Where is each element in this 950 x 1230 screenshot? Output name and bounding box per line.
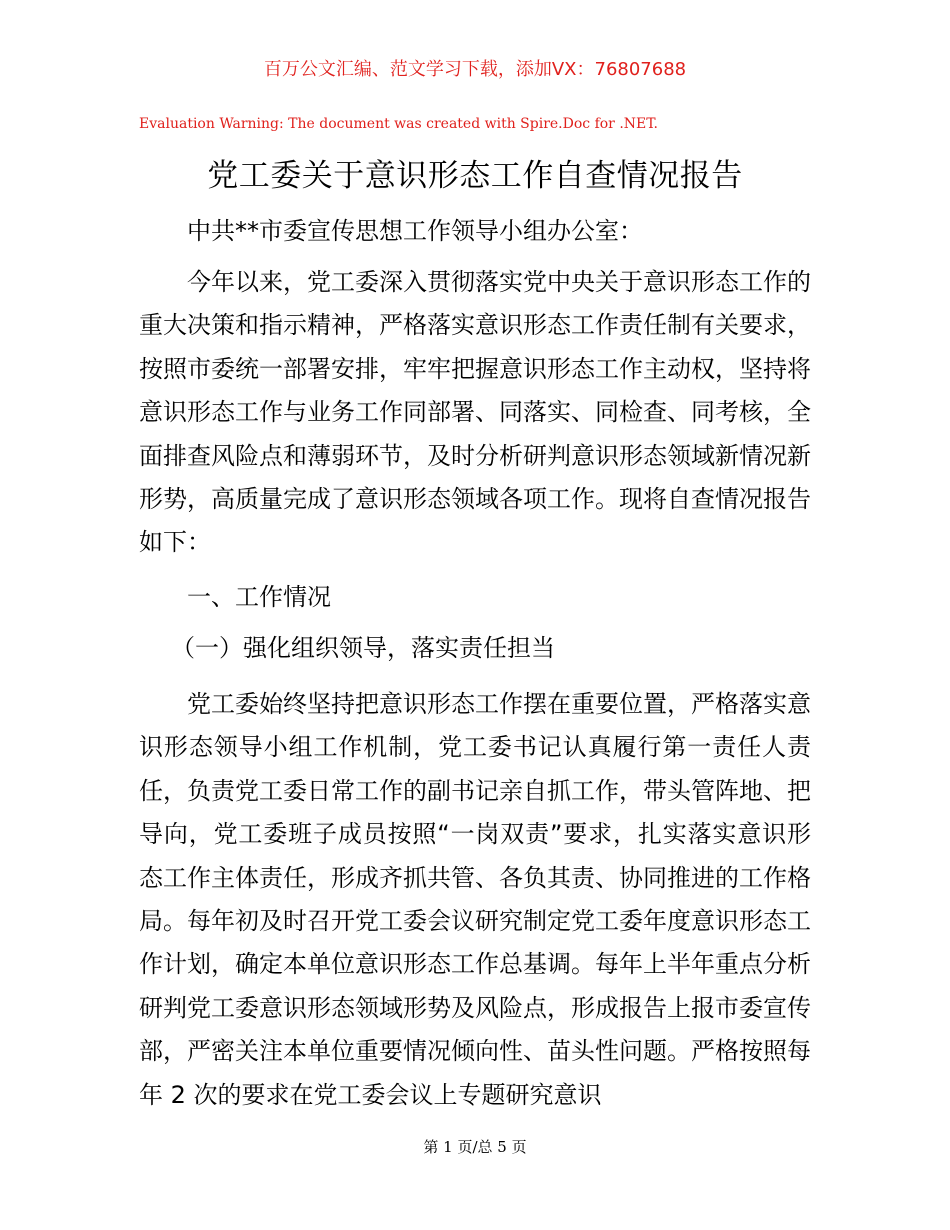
header-banner: 百万公文汇编、范文学习下载，添加VX：76807688: [263, 59, 687, 80]
document-title: 党工委关于意识形态工作自查情况报告: [207, 158, 743, 194]
paragraph-body: 党工委始终坚持把意识形态工作摆在重要位置，严格落实意识形态领导小组工作机制，党工委书记认真履行第一责任人责任，负责党工委日常工作的副书记亲自抓工作，带头管阵地、把导向，党工委班子成员按照“一岗双责”要求，扎实落实意识形态工作主体责任，形成齐抓共管、各负其责、协同推进的工作格局。每年初及时召开党工委会议研究制定党工委年度意识形态工作计划，确定本单位意识形态工作总基调。每年上半年重点分析研判党工委意识形态领域形势及风险点，形成报告上报市委宣传部，严密关注本单位重要情况倾向性、苗头性问题。严格按照每年 2 次的要求在党工委会议上专题研究意识: [139, 690, 811, 1109]
paragraph-intro: 今年以来，党工委深入贯彻落实党中央关于意识形态工作的重大决策和指示精神，严格落实意识形态工作责任制有关要求，按照市委统一部署安排，牢牢把握意识形态工作主动权，坚持将意识形态工作与业务工作同部署、同落实、同检查、同考核，全面排查风险点和薄弱环节，及时分析研判意识形态领域新情况新形势，高质量完成了意识形态领域各项工作。现将自查情况报告如下：: [139, 268, 811, 557]
addressee: 中共**市委宣传思想工作领导小组办公室：: [187, 217, 643, 245]
section-heading: 一、工作情况: [187, 583, 331, 611]
evaluation-warning: Evaluation Warning: The document was created with Spire.Doc for .NET.: [139, 116, 658, 132]
subsection-heading: （一）强化组织领导，落实责任担当: [171, 634, 555, 662]
page-number: 第 1 页/总 5 页: [423, 1138, 527, 1156]
